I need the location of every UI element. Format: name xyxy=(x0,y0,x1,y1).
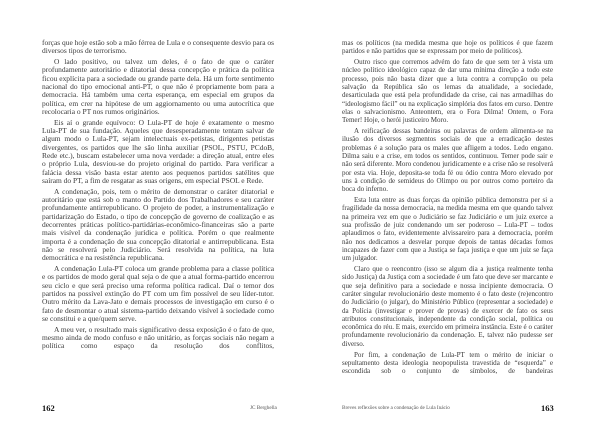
paragraph: Por fim, a condenação de Lula-PT tem o mérito de iniciar o sepultamento desta ideologia neopopulista travestida de “esquerda” e escondida sob o conjunto de símbolos, de bandeiras xyxy=(342,350,553,376)
paragraph: Outro risco que corremos advém do fato de que sem ter à vista um núcleo político ideológico capaz de dar uma mínima direção a todo este processo, pois não basta dizer que a luta contra a corrupção ou pela salvação da República são os lemas da atualidade, a sociedade, desarticulada que está pela profundidade da crise, cai nas armadilhas do “ideologismo fácil” ou na explicação simplória dos fatos em curso. Dentre elas o salvacionismo. Anteontem, era o Fora Dilma! Ontem, o Fora Temer! Hoje, o herói justiceiro Moro. xyxy=(342,58,553,125)
paragraph: A meu ver, o resultado mais significativo dessa exposição é o fato de que, mesmo ainda de modo confuso e não unitário, as forças sociais não negam a política como espaço da resolução dos conflitos, xyxy=(42,324,274,351)
paragraph: A condenação, pois, tem o mérito de demonstrar o caráter ditatorial e autoritário que está sob o manto do Partido dos Trabalhadores e seu caráter profundamente antirrepublicano. O projeto de poder, a instrumentalização e partidarização do Estado, o tipo de concepção de governo de coalização e as decorrentes práticas político-partidárias-econômico-financeiras são a parte mais visível da condenação jurídica e política. Porém o que realmente importa é a condenação de sua concepção ditatorial e antirrepublicana. Esta não se resolverá pelo Judiciário. Será resolvida na política, na luta democrática e na resistência republicana. xyxy=(42,186,274,263)
paragraph: forças que hoje estão sob a mão férrea de Lula e o consequente desvio para os diversos tipos de terrorismo. xyxy=(42,38,274,56)
right-page-body xyxy=(342,39,553,376)
paragraph: Claro que o reencontro (isso se algum dia a justiça realmente tenha sido Justiça) da Justiça com a sociedade é um fato que deve ser marcante e que seja definitivo para a sociedade e nossa incipiente democracia. O caráter singular revolucionário deste momento é o fato deste (re)encontro do Judiciário (o julgar), do Ministério Público (representar a sociedade) e da Polícia (investigar e prover de provas) de exercer de fato os seus atributos constitucionais, independente da condição social, política ou econômica do réu. E mais, exercido em primeira instância. Este é o caráter profundamente revolucionário da condenação. E, talvez não pudesse ser diverso. xyxy=(342,265,553,348)
page-number-left: 162 xyxy=(42,403,55,413)
paragraph: Eis aí o grande equívoco: O Lula-PT de hoje é exatamente o mesmo Lula-PT de sua fundação. Aqueles que desesperadamente tentam salvar de algum modo o Lula-PT, sejam intelectuais ex-petistas, dirigentes petistas divergentes, os partidos que lhe são linha auxiliar (PSOL, PSTU, PCdoB, Rede etc.), buscam estabelecer uma nova verdade: a direção atual, entre eles o próprio Lula, desviou-se do projeto original do partido. Para verificar a falácia dessa visão basta estar atento aos pequenos partidos satélites que saíram do PT, a fim de resgatar as suas origens, em especial PSOL e Rede. xyxy=(42,117,274,185)
paragraph: O lado positivo, ou talvez um deles, é o fato de que o caráter profundamente autoritário e ditatorial dessa concepção e prática da política ficou explícita para a sociedade ou grande parte dela. Há um forte sentimento nacional do tipo emocional anti-PT, o que não é propriamente bom para a democracia. Há também uma certa esperança, em especial em grupos da política, em crer na hipótese de um aggiornamento ou uma autocrítica que recolocaria o PT nos rumos originários. xyxy=(42,57,274,116)
paragraph: A condenação Lula-PT coloca um grande problema para a classe política e os partidos de modo geral qual seja o de que a atual forma-partido encerrou seu ciclo e que será preciso uma reforma política radical. Daí o temor dos partidos na possível extinção do PT com um fim possível de seu líder-tutor. Outro mérito da Lava-Jato e demais processos de investigação em curso é o fato de desmontar o atual sistema-partido deixando visível à sociedade como se constitui e a que/quem serve. xyxy=(42,264,274,323)
page-number-right: 163 xyxy=(541,403,554,413)
left-page-body xyxy=(42,39,274,351)
running-footer-author: JC Berghella xyxy=(250,405,277,411)
paragraph: A reificação dessas bandeiras ou palavras de ordem alimenta-se na ilusão dos diversos segmentos sociais de que a erradicação destes problemas é a solução para os males que afligem a todos. Ledo engano. Dilma saiu e a crise, em todos os sentidos, continuou. Temer pode sair e não será diferente. Moro condenou juridicamente e a crise não se resolverá por esta via. Hoje, deposita-se toda fé ou ódio contra Moro elevado por uns à condição de semideus do Olimpo ou por outros como porteiro da boca do inferno. xyxy=(342,127,553,194)
running-footer-title: Breves reflexões sobre a condenação de Lula Inácio xyxy=(342,405,450,411)
paragraph: Esta luta entre as duas forças da opinião pública demonstra per si a fragilidade da nossa democracia, na medida mesma em que quando talvez na primeira vez em que o Judiciário se faz Judiciário e um juiz exerce a sua profissão de juiz condenando um ser poderoso – Lula-PT – todos aplaudimos o fato, evidentemente alvissareiro para a democracia, porém não nos dedicamos a desvelar porque depois de tantas décadas fomos incapazes de fazer com que a Justiça se faça justiça e que um juiz se faça um julgador. xyxy=(342,196,553,263)
paragraph: mas os políticos (na medida mesma que hoje os políticos é que fazem partidos e não partidos que se expressam por meio de políticos). xyxy=(342,39,553,56)
